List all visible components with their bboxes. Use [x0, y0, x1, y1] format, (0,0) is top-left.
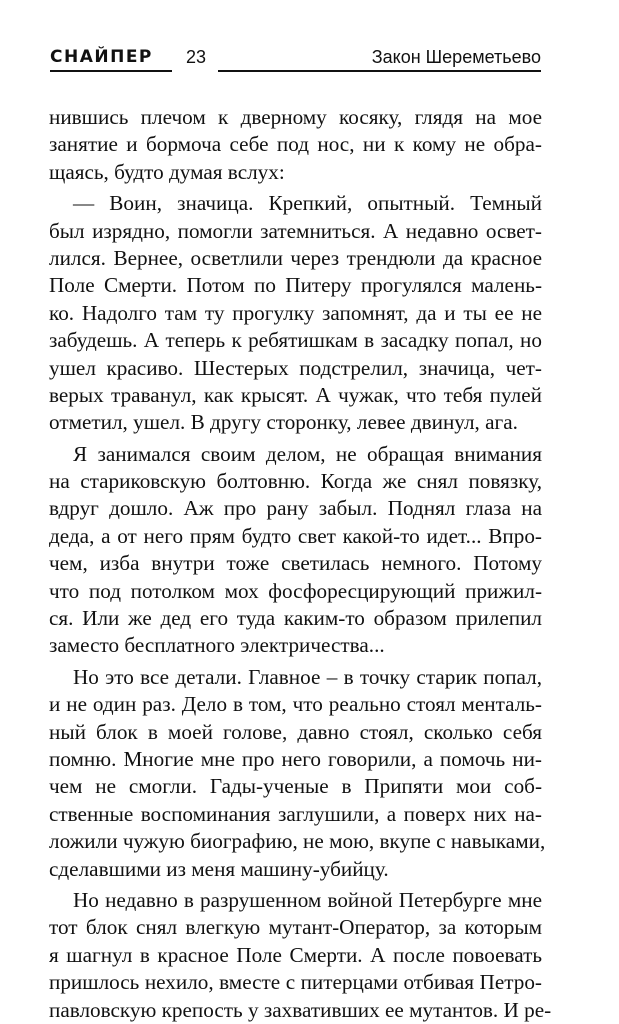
text-line: деда, а от него прям будто свет какой-то идет... Впро- — [49, 523, 542, 548]
paragraph — [49, 887, 552, 1024]
header-rule-left — [50, 70, 172, 72]
paragraph — [49, 441, 542, 660]
text-line: и не один раз. Дело в том, что реально стоял менталь- — [49, 692, 542, 717]
running-header — [50, 46, 541, 76]
text-line: ложили чужую биографию, не мою, вкупе с навыками, — [49, 829, 546, 854]
text-line: тот блок снял влегкую мутант-Оператор, за которым — [49, 915, 542, 940]
text-line: вдруг дошло. Аж про рану забыл. Поднял глаза на — [49, 496, 542, 521]
paragraph — [49, 664, 546, 883]
header-rule-right — [218, 70, 541, 72]
text-line: занятие и бормоча себе под нос, ни к кому не обра- — [49, 132, 542, 157]
text-line: что под потолком мох фосфоресцирующий прижил- — [49, 578, 542, 603]
text-line: Но недавно в разрушенном войной Петербурге мне — [73, 887, 542, 912]
text-line: щаясь, будто думая вслух: — [49, 159, 285, 184]
text-line: ушел красиво. Шестерых подстрелил, значица, чет- — [49, 355, 542, 380]
text-line: ся. Или же дед его туда каким-то образом прилепил — [49, 606, 542, 631]
body-text — [49, 104, 552, 1024]
text-line: помню. Многие мне про него говорили, а помочь ни- — [49, 746, 542, 771]
paragraph — [49, 104, 542, 186]
text-line: нившись плечом к дверному косяку, глядя на мое — [49, 105, 542, 129]
text-line: отметил, ушел. В другу сторонку, левее двинул, ага. — [49, 410, 518, 435]
series-title: СНАЙПЕР — [50, 47, 153, 67]
text-line: сделавшими из меня машину-убийцу. — [49, 856, 389, 881]
text-line: верых траванул, как крысят. А чужак, что тебя пулей — [49, 382, 542, 407]
chapter-title: Закон Шереметьево — [371, 47, 541, 67]
text-line: был изрядно, помогли затемниться. А недавно освет- — [49, 218, 542, 243]
text-line: Поле Смерти. Потом по Питеру прогулялся малень- — [49, 273, 542, 298]
paragraph — [49, 190, 542, 437]
text-line: заместо бесплатного электричества... — [49, 633, 385, 658]
text-line: ко. Надолго там ту прогулку запомнят, да и ты ее не — [49, 300, 542, 325]
text-line: забудешь. А теперь к ребятишкам в засадку попал, но — [49, 328, 542, 353]
text-line: чем, изба внутри тоже светилась немного. Потому — [49, 551, 542, 576]
text-line: лился. Вернее, осветлили через трендюли да красное — [49, 245, 542, 270]
text-line: на стариковскую болтовню. Когда же снял повязку, — [49, 469, 542, 494]
text-line: чем не смогли. Гады-ученые в Припяти мои соб- — [49, 774, 542, 799]
text-line: — Воин, значица. Крепкий, опытный. Темный — [73, 191, 542, 216]
text-line: ный блок в моей голове, давно стоял, сколько себя — [49, 719, 542, 744]
page-number: 23 — [186, 47, 207, 67]
text-line: я шагнул в красное Поле Смерти. А после повоевать — [49, 942, 542, 967]
text-line: ственные воспоминания заглушили, а поверх них на- — [49, 801, 542, 826]
text-line: Но это все детали. Главное – в точку старик попал, — [73, 664, 542, 689]
text-line: павловскую крепость у захвативших ее мутантов. И ре- — [49, 997, 552, 1022]
text-line: пришлось нехило, вместе с питерцами отбивая Петро- — [49, 970, 542, 995]
text-line: Я занимался своим делом, не обращая внимания — [73, 441, 542, 466]
